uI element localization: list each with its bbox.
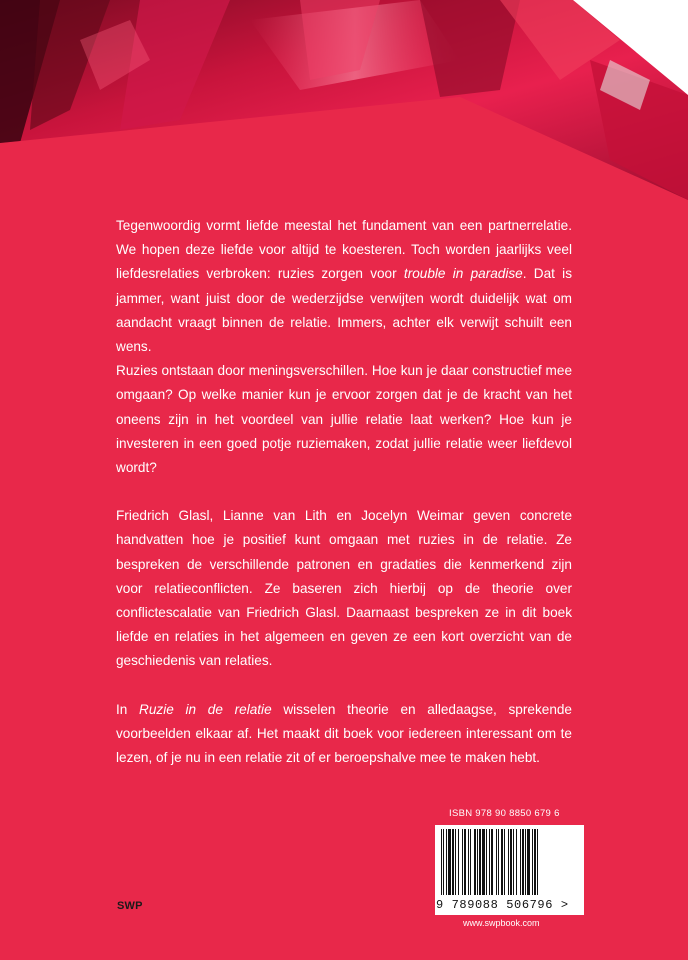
paragraph-intro: Tegenwoordig vormt liefde meestal het fundament van een partnerrelatie. We hopen deze liefde voor altijd te koesteren. Toch worden jaarlijks veel liefdesrelaties verbroken: ruzies zorgen voor trouble in paradise. Dat is jammer, want juist door de wederzijdse verwijten wordt duidelijk wat om aandacht vraagt binnen de relatie. Immers, achter elk verwijt schuilt een wens.: [116, 218, 573, 355]
paragraph-questions: Ruzies ontstaan door meningsverschillen. Hoe kun je daar constructief mee omgaan? Op welke manier kun je ervoor zorgen dat je de kracht van het oneens zijn in het voordeel van jullie relatie laat werken? Hoe kun je investeren in een goed potje ruziemaken, zodat jullie relatie weer liefdevol wordt?: [116, 363, 572, 476]
barcode-digits: 9 789088 506796 >: [436, 898, 569, 912]
paragraph-authors: Friedrich Glasl, Lianne van Lith en Jocelyn Weimar geven concrete handvatten hoe je positief kunt omgaan met ruzies in de relatie. Ze bespreken de verschillende patronen en gradaties die kenmerkend zijn voor relatieconflicten. Ze baseren zich hierbij op de theorie over conflictescalatie van Friedrich Glasl. Daarnaast bespreken ze in dit boek liefde en relaties in het algemeen en geven ze een kort overzicht van de geschiedenis van relaties.: [116, 508, 572, 669]
publisher-website: www.swpbook.com: [463, 918, 540, 928]
back-cover-text: [116, 214, 572, 770]
paragraph-gap: [116, 480, 572, 504]
cover-photo: [0, 0, 688, 200]
barcode-bars: [435, 825, 584, 897]
paragraph-gap: [116, 674, 572, 698]
paragraph-summary: In Ruzie in de relatie wisselen theorie en alledaagse, sprekende voorbeelden elkaar af. Het maakt dit boek voor iedereen interessant om te lezen, of je nu in een relatie zit of er beroepshalve mee te maken hebt.: [116, 701, 572, 766]
publisher-logo: SWP: [117, 900, 143, 912]
isbn-label: ISBN 978 90 8850 679 6: [449, 808, 560, 819]
